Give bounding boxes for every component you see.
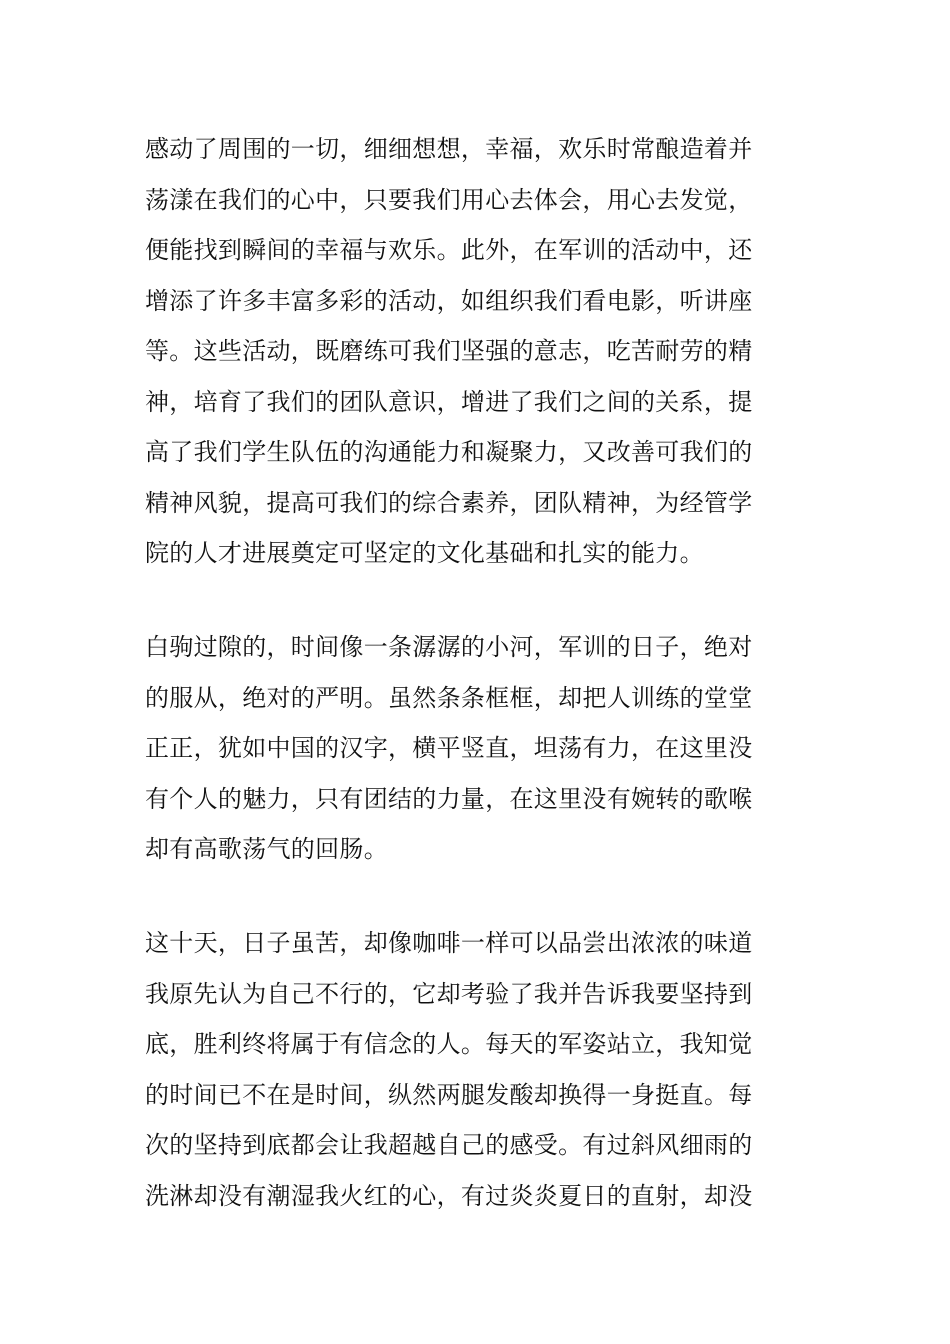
- text-line: 我原先认为自己不行的，它却考验了我并告诉我要坚持到: [145, 979, 753, 1008]
- text-line: 的服从，绝对的严明。虽然条条框框，却把人训练的堂堂: [145, 683, 753, 712]
- text-line: 荡漾在我们的心中，只要我们用心去体会，用心去发觉，: [145, 185, 753, 214]
- paragraph-3: [145, 918, 810, 1221]
- text-line: 增添了许多丰富多彩的活动，如组织我们看电影，听讲座: [145, 286, 753, 315]
- text-line: 次的坚持到底都会让我超越自己的感受。有过斜风细雨的: [145, 1131, 753, 1159]
- text-line: 神，培育了我们的团队意识，增进了我们之间的关系，提: [145, 387, 753, 416]
- text-line: 这十天，日子虽苦，却像咖啡一样可以品尝出浓浓的味道: [145, 929, 753, 957]
- text-line: 有个人的魅力，只有团结的力量，在这里没有婉转的歌喉: [145, 784, 753, 813]
- text-line: 洗淋却没有潮湿我火红的心，有过炎炎夏日的直射，却没: [145, 1181, 753, 1210]
- text-line: 感动了周围的一切，细细想想，幸福，欢乐时常酿造着并: [145, 135, 753, 163]
- text-line: 高了我们学生队伍的沟通能力和凝聚力，又改善可我们的: [145, 438, 753, 466]
- paragraph-1: [145, 124, 810, 579]
- text-line: 精神风貌，提高可我们的综合素养，团队精神，为经管学: [145, 488, 753, 517]
- text-line: 白驹过隙的，时间像一条潺潺的小河，军训的日子，绝对: [145, 633, 753, 661]
- text-line: 正正，犹如中国的汉字，横平竖直，坦荡有力，在这里没: [145, 734, 753, 762]
- text-line: 等。这些活动，既磨练可我们坚强的意志，吃苦耐劳的精: [145, 337, 753, 365]
- text-line: 底，胜利终将属于有信念的人。每天的军姿站立，我知觉: [145, 1030, 753, 1058]
- text-line: 的时间已不在是时间，纵然两腿发酸却换得一身挺直。每: [145, 1080, 753, 1109]
- text-line: 却有高歌荡气的回肠。: [145, 835, 388, 863]
- text-line: 院的人才进展奠定可坚定的文化基础和扎实的能力。: [145, 539, 704, 567]
- text-line: 便能找到瞬间的幸福与欢乐。此外，在军训的活动中，还: [145, 236, 753, 264]
- paragraph-2: [145, 622, 810, 875]
